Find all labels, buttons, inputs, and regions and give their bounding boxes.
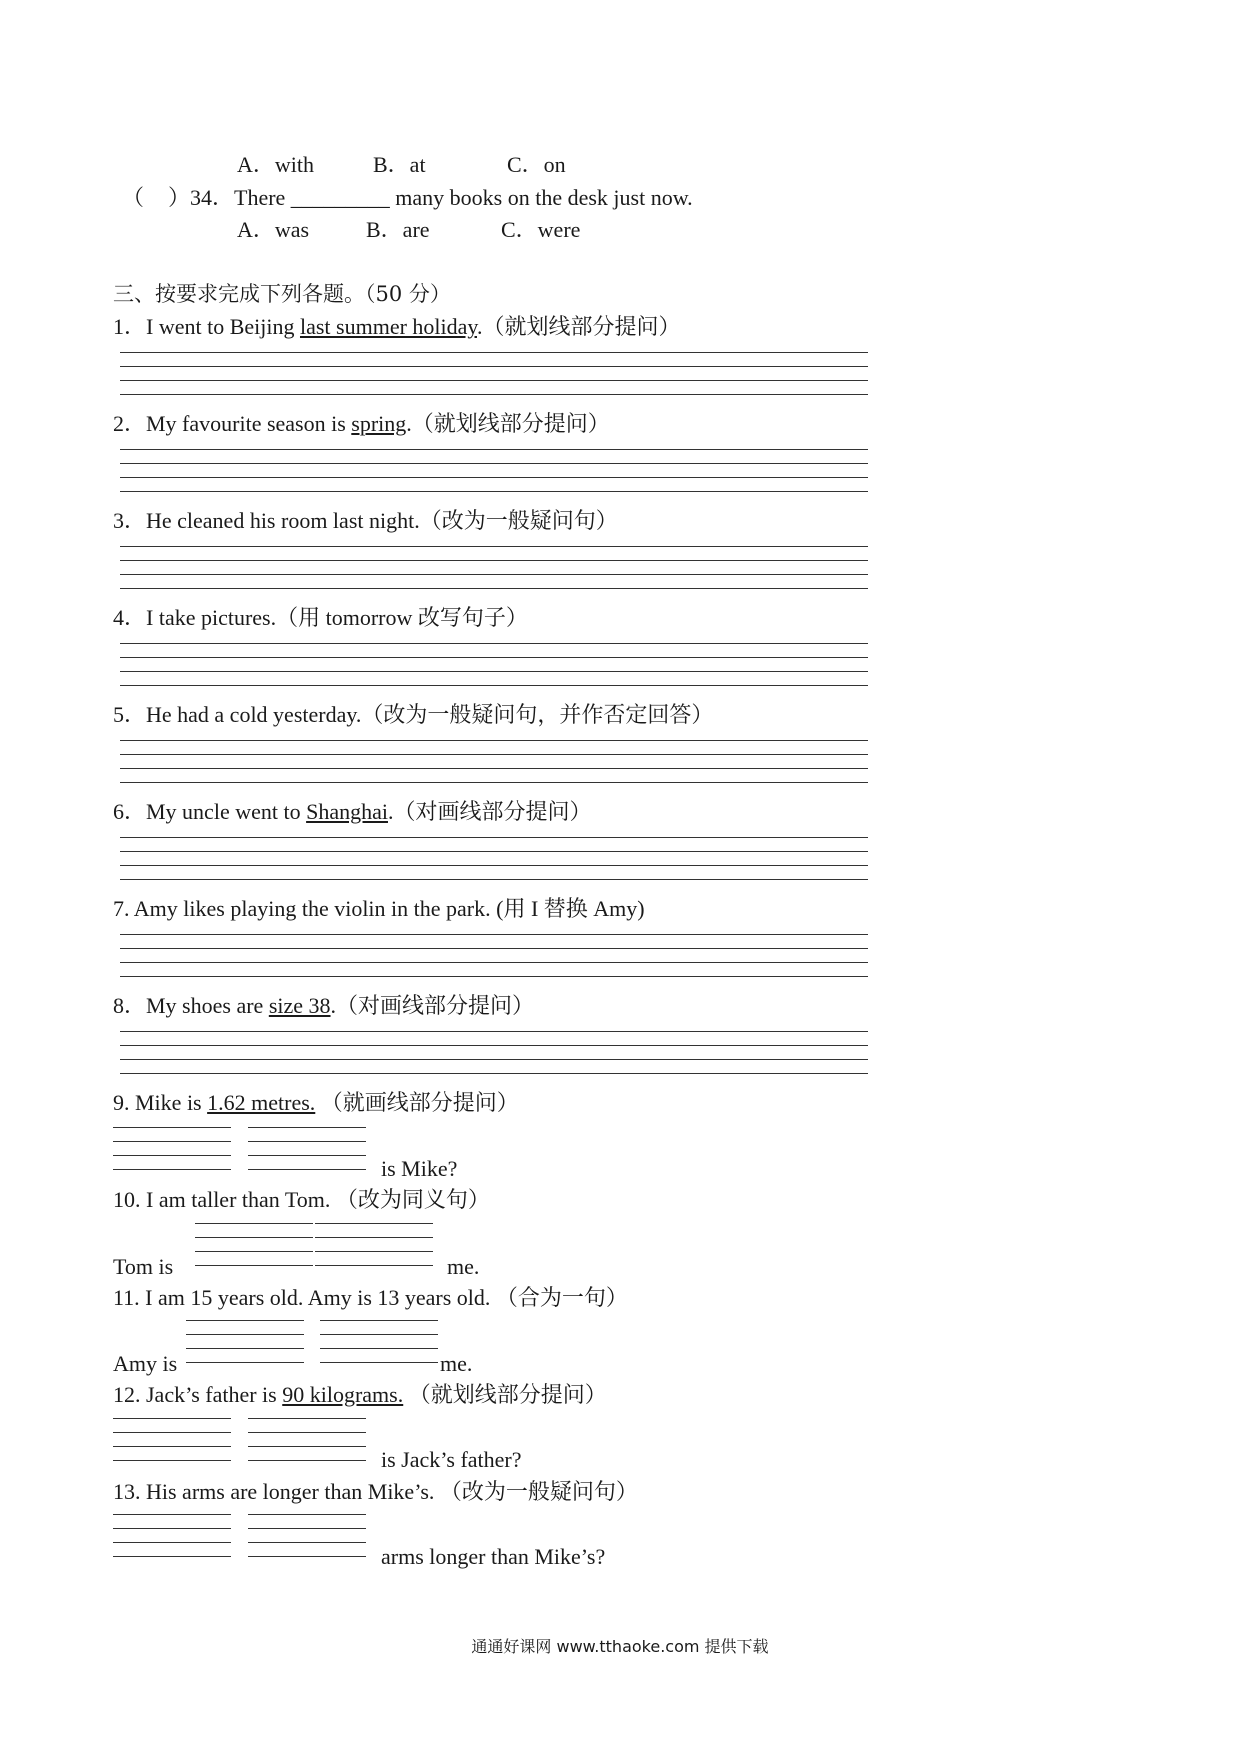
question-2: 2．My favourite season is spring.（就划线部分提问） (113, 411, 610, 436)
question-5: 5．He had a cold yesterday.（改为一般疑问句，并作否定回答） (113, 702, 714, 727)
blank-line[interactable] (113, 1514, 231, 1515)
blank-line[interactable] (113, 1528, 231, 1529)
blank-line[interactable] (195, 1265, 313, 1266)
q12-tail: is Jack’s father? (381, 1447, 522, 1472)
q13-tail: arms longer than Mike’s? (381, 1544, 606, 1569)
q11-tail: me. (440, 1351, 473, 1376)
question-4: 4．I take pictures.（用 tomorrow 改写句子） (113, 605, 528, 630)
underlined-part: spring (351, 411, 407, 436)
q9-tail: is Mike? (381, 1156, 458, 1181)
blank-line[interactable] (248, 1169, 366, 1170)
question-7: 7. Amy likes playing the violin in the park. (用 I 替换 Amy) (113, 896, 645, 921)
blank-line[interactable] (315, 1237, 433, 1238)
blank-line[interactable] (113, 1542, 231, 1543)
blank-line[interactable] (186, 1334, 304, 1335)
blank-line[interactable] (248, 1460, 366, 1461)
blank-line[interactable] (186, 1348, 304, 1349)
q34-option-b: B．are (366, 217, 430, 242)
q33-option-a: A．with (237, 152, 315, 177)
underlined-part: 1.62 metres. (207, 1090, 316, 1115)
blank-line[interactable] (195, 1251, 313, 1252)
q10-lead: Tom is (113, 1254, 174, 1279)
blank-line[interactable] (186, 1362, 304, 1363)
blank-line[interactable] (248, 1432, 366, 1433)
blank-line[interactable] (320, 1334, 438, 1335)
q34-option-c: C．were (501, 217, 581, 242)
blank-line[interactable] (195, 1223, 313, 1224)
underlined-part: size 38 (268, 993, 331, 1018)
blank-line[interactable] (248, 1141, 366, 1142)
question-11: 11. I am 15 years old. Amy is 13 years old. （合为一句） (113, 1285, 628, 1310)
blank-line[interactable] (248, 1556, 366, 1557)
blank-line[interactable] (320, 1362, 438, 1363)
blank-line[interactable] (248, 1155, 366, 1156)
blank-line[interactable] (248, 1514, 366, 1515)
blank-line[interactable] (320, 1320, 438, 1321)
q10-tail: me. (447, 1254, 480, 1279)
blank-line[interactable] (315, 1265, 433, 1266)
blank-line[interactable] (320, 1348, 438, 1349)
q34-option-a: A．was (237, 217, 310, 242)
page-footer: 通通好课网 www.tthaoke.com 提供下载 (471, 1637, 769, 1656)
blank-line[interactable] (248, 1127, 366, 1128)
blank-line[interactable] (113, 1432, 231, 1433)
question-10: 10. I am taller than Tom. （改为同义句） (113, 1187, 490, 1212)
underlined-part: 90 kilograms. (282, 1382, 404, 1407)
blank-line[interactable] (113, 1446, 231, 1447)
question-12: 12. Jack’s father is 90 kilograms. （就划线部分提问） (113, 1382, 607, 1407)
underlined-part: Shanghai (306, 799, 388, 824)
question-8: 8．My shoes are size 38.（对画线部分提问） (113, 993, 535, 1018)
blank-line[interactable] (113, 1418, 231, 1419)
q34-text: ）34．There _________ many books on the desk just now. (168, 185, 693, 210)
q33-option-b: B．at (373, 152, 426, 177)
question-6: 6．My uncle went to Shanghai.（对画线部分提问） (113, 799, 592, 824)
question-9: 9. Mike is 1.62 metres. （就画线部分提问） (113, 1090, 519, 1115)
answer-paren-open: （ (122, 185, 145, 210)
blank-line[interactable] (113, 1169, 231, 1170)
blank-line[interactable] (248, 1446, 366, 1447)
blank-line[interactable] (113, 1127, 231, 1128)
blank-line[interactable] (113, 1155, 231, 1156)
question-3: 3．He cleaned his room last night.（改为一般疑问句） (113, 508, 618, 533)
blank-line[interactable] (113, 1460, 231, 1461)
blank-line[interactable] (113, 1556, 231, 1557)
blank-line[interactable] (248, 1418, 366, 1419)
blank-line[interactable] (315, 1223, 433, 1224)
blank-line[interactable] (248, 1528, 366, 1529)
blank-line[interactable] (248, 1542, 366, 1543)
blank-line[interactable] (195, 1237, 313, 1238)
section-title: 三、按要求完成下列各题。（50 分） (113, 282, 451, 306)
question-1: 1．I went to Beijing last summer holiday.（就划线部分提问） (113, 314, 681, 339)
question-13: 13. His arms are longer than Mike’s. （改为一般疑问句） (113, 1479, 638, 1504)
q34-stem (122, 185, 693, 211)
blank-line[interactable] (113, 1141, 231, 1142)
q11-lead: Amy is (113, 1351, 178, 1376)
blank-line[interactable] (315, 1251, 433, 1252)
underlined-part: last summer holiday (299, 314, 477, 339)
blank-line[interactable] (186, 1320, 304, 1321)
q33-option-c: C．on (507, 152, 566, 177)
